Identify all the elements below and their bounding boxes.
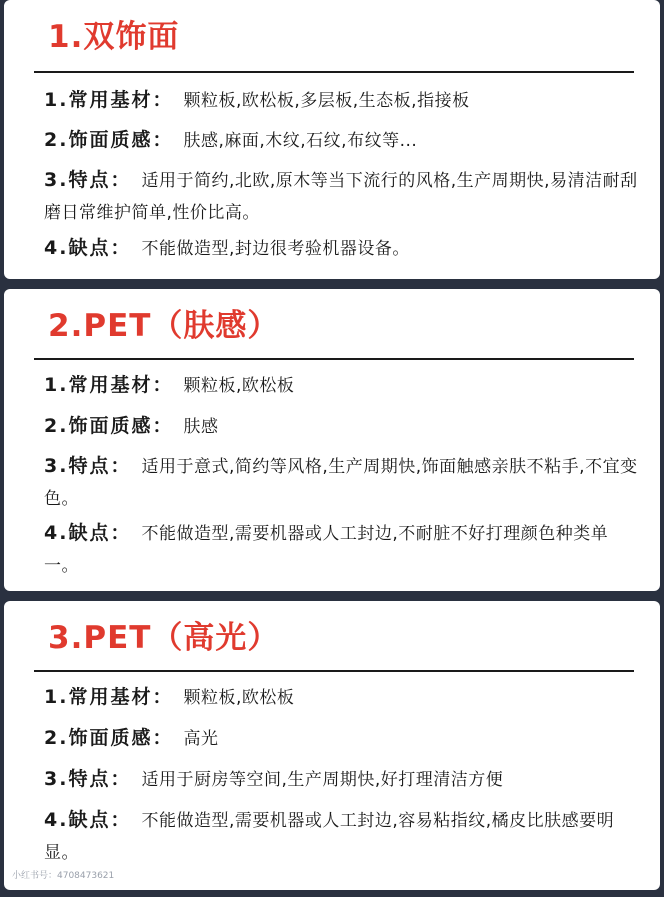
row-texture xyxy=(44,124,640,157)
row-label: 4.缺点： xyxy=(44,809,132,831)
row-text: 肤感,麻面,木纹,石纹,布纹等... xyxy=(183,131,418,151)
row-texture xyxy=(44,410,640,443)
row-text: 不能做造型,封边很考验机器设备。 xyxy=(141,239,410,259)
row-text: 高光 xyxy=(183,729,219,749)
row-text: 颗粒板,欧松板,多层板,生态板,指接板 xyxy=(183,91,470,111)
row-text: 适用于厨房等空间,生产周期快,好打理清洁方便 xyxy=(141,770,504,790)
row-drawbacks xyxy=(44,804,640,869)
row-text: 肤感 xyxy=(183,417,219,437)
row-substrate xyxy=(44,681,640,714)
row-label: 2.饰面质感： xyxy=(44,415,174,437)
row-drawbacks xyxy=(44,232,640,265)
row-features xyxy=(44,164,640,229)
row-text: 适用于意式,简约等风格,生产周期快,饰面触感亲肤不粘手,不宜变色。 xyxy=(44,457,638,509)
row-substrate xyxy=(44,84,640,117)
row-label: 1.常用基材： xyxy=(44,686,174,708)
title-divider xyxy=(34,670,634,672)
title-divider xyxy=(34,358,634,360)
row-label: 4.缺点： xyxy=(44,522,132,544)
row-drawbacks xyxy=(44,517,640,582)
row-label: 4.缺点： xyxy=(44,237,132,259)
watermark: 小红书号：4708473621 xyxy=(12,871,115,881)
card-title: 1.双饰面 xyxy=(48,19,180,55)
row-label: 2.饰面质感： xyxy=(44,727,174,749)
row-text: 不能做造型,需要机器或人工封边,容易粘指纹,橘皮比肤感要明显。 xyxy=(44,811,615,863)
card-pet-gloss xyxy=(4,601,660,890)
row-text: 不能做造型,需要机器或人工封边,不耐脏不好打理颜色种类单一。 xyxy=(44,524,609,576)
card-title: 3.PET（高光） xyxy=(48,620,280,656)
row-label: 3.特点： xyxy=(44,455,132,477)
row-label: 1.常用基材： xyxy=(44,89,174,111)
row-features xyxy=(44,763,640,796)
row-text: 适用于简约,北欧,原木等当下流行的风格,生产周期快,易清洁耐刮磨日常维护简单,性价比高。 xyxy=(44,171,638,223)
row-label: 1.常用基材： xyxy=(44,374,174,396)
title-divider xyxy=(34,71,634,73)
row-features xyxy=(44,450,640,515)
row-label: 3.特点： xyxy=(44,768,132,790)
card-pet-matte xyxy=(4,289,660,591)
row-label: 3.特点： xyxy=(44,169,132,191)
row-text: 颗粒板,欧松板 xyxy=(183,376,295,396)
row-label: 2.饰面质感： xyxy=(44,129,174,151)
card-title: 2.PET（肤感） xyxy=(48,308,280,344)
row-substrate xyxy=(44,369,640,402)
row-text: 颗粒板,欧松板 xyxy=(183,688,295,708)
card-double-veneer xyxy=(4,0,660,279)
row-texture xyxy=(44,722,640,755)
